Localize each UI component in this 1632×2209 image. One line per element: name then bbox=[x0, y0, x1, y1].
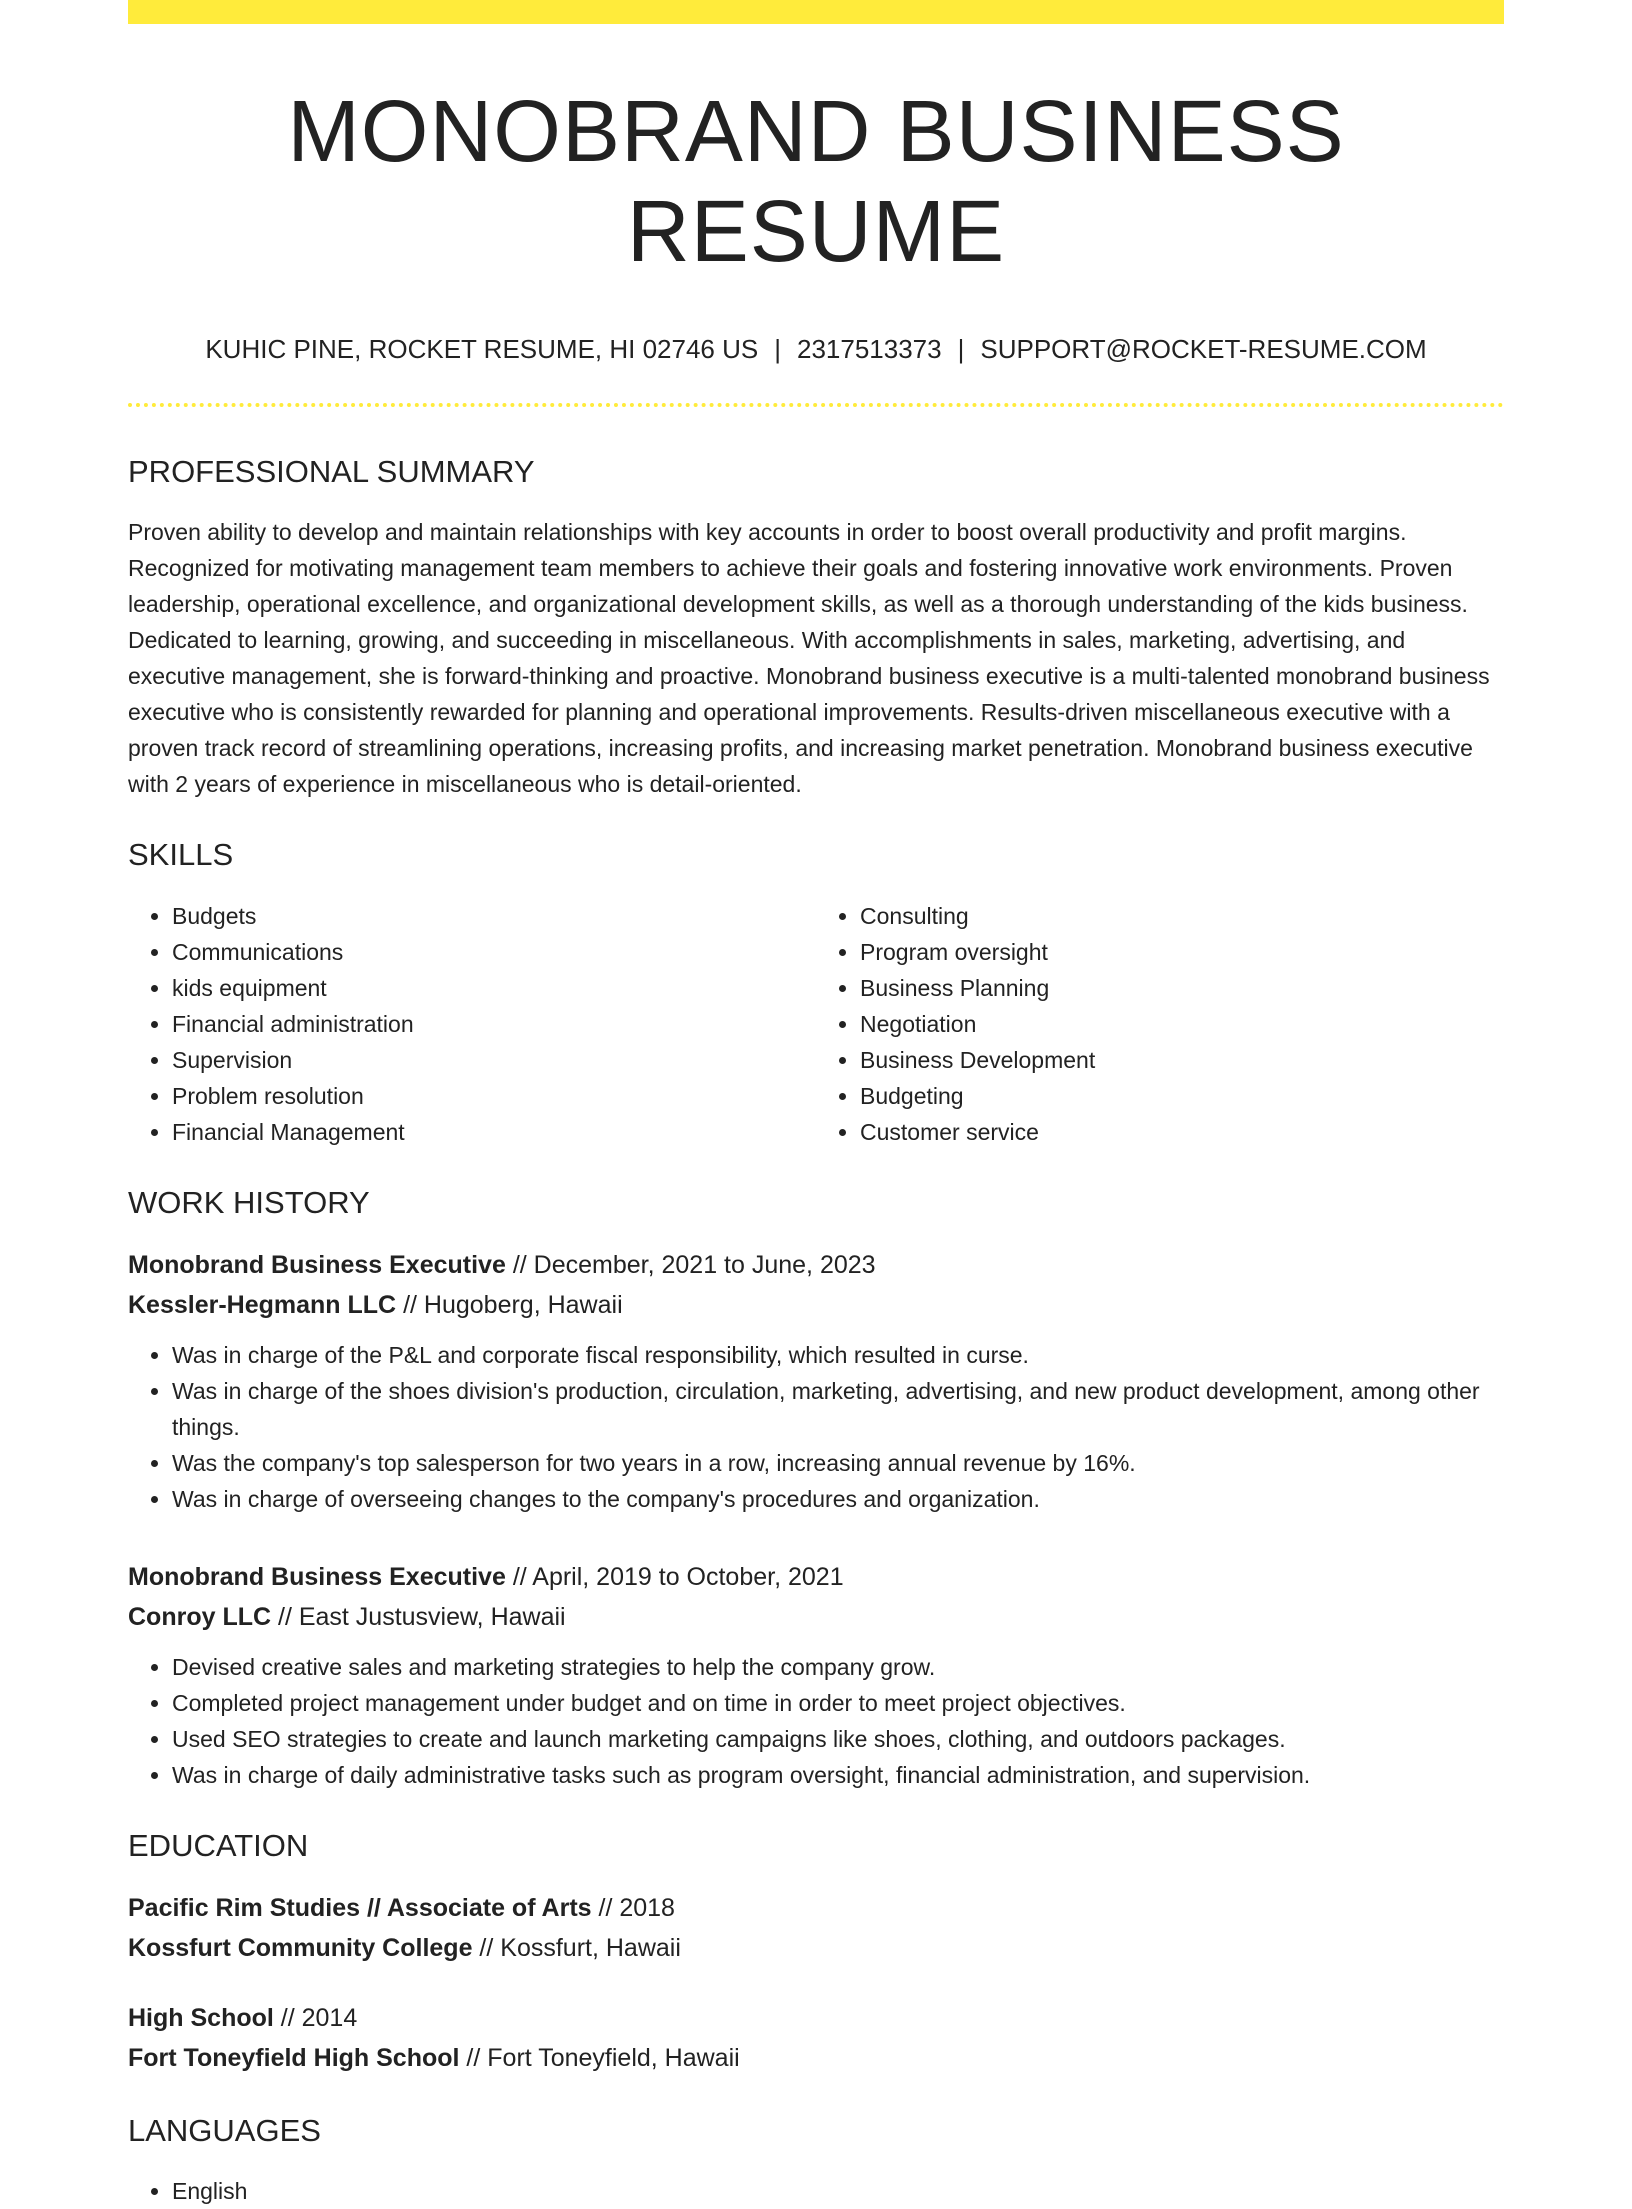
contact-line bbox=[128, 334, 1504, 365]
education-degree-line bbox=[128, 1998, 1504, 2038]
job-entry bbox=[128, 1557, 1504, 1793]
job-bullet: • Was the company's top salesperson for two years in a row, increasing annual revenue by 16%. bbox=[172, 1445, 1504, 1481]
skills-column-left bbox=[128, 898, 816, 1150]
job-company-line bbox=[128, 1285, 1504, 1325]
languages-list bbox=[128, 2173, 1504, 2209]
job-bullet: • Was in charge of daily administrative tasks such as program oversight, financial administration, and supervision. bbox=[172, 1757, 1504, 1793]
education-school-line bbox=[128, 2038, 1504, 2078]
address-text: KUHIC PINE, ROCKET RESUME, HI 02746 US bbox=[205, 334, 759, 365]
phone-text: 2317513373 bbox=[797, 334, 942, 365]
skill-item: • Financial Management bbox=[172, 1114, 816, 1150]
job-role-line bbox=[128, 1245, 1504, 1285]
job-role-line bbox=[128, 1557, 1504, 1597]
job-location: // East Justusview, Hawaii bbox=[271, 1602, 566, 1631]
job-bullet: • Completed project management under budget and on time in order to meet project objectives. bbox=[172, 1685, 1504, 1721]
skill-item: • Problem resolution bbox=[172, 1078, 816, 1114]
summary-heading: PROFESSIONAL SUMMARY bbox=[128, 454, 535, 490]
education-location: // Fort Toneyfield, Hawaii bbox=[459, 2044, 740, 2073]
job-bullets bbox=[128, 1337, 1504, 1517]
summary-text: Proven ability to develop and maintain relationships with key accounts in order to boost overall productivity and profit margins. Recognized for motivating management team members to achieve their goals and fostering innovative work environments. Proven leadership, operational excellence, and organizational development skills, as well as a thorough understanding of the kids business. Dedicated to learning, growing, and succeeding in miscellaneous. With accomplishments in sales, marketing, advertising, and executive management, she is forward-thinking and proactive. Monobrand business executive is a multi-talented monobrand business executive who is consistently rewarded for planning and operational improvements. Results-driven miscellaneous executive with a proven track record of streamlining operations, increasing profits, and increasing market penetration. Monobrand business executive with 2 years of experience in miscellaneous who is detail-oriented. bbox=[128, 519, 1490, 798]
job-bullet: • Used SEO strategies to create and launch marketing campaigns like shoes, clothing, and outdoors packages. bbox=[172, 1721, 1504, 1757]
job-company: Kessler-Hegmann LLC bbox=[128, 1290, 397, 1319]
education-degree: Pacific Rim Studies // Associate of Arts bbox=[128, 1894, 592, 1923]
education-entry bbox=[128, 1888, 1504, 1968]
skill-item: • Negotiation bbox=[860, 1006, 1504, 1042]
education-heading: EDUCATION bbox=[128, 1827, 309, 1863]
language-item: • English bbox=[172, 2173, 1504, 2209]
contact-separator: | bbox=[774, 334, 781, 365]
job-bullet: • Was in charge of overseeing changes to the company's procedures and organization. bbox=[172, 1481, 1504, 1517]
education-year: // 2018 bbox=[591, 1894, 675, 1923]
skill-item: • Consulting bbox=[860, 898, 1504, 934]
job-company: Conroy LLC bbox=[128, 1602, 272, 1631]
education-location: // Kossfurt, Hawaii bbox=[472, 1934, 681, 1963]
languages-heading: LANGUAGES bbox=[128, 2113, 321, 2149]
skills-column-right bbox=[816, 898, 1504, 1150]
top-accent-bar bbox=[128, 0, 1504, 24]
skill-item: • Budgets bbox=[172, 898, 816, 934]
job-dates: // December, 2021 to June, 2023 bbox=[505, 1250, 876, 1279]
resume-title: MONOBRAND BUSINESS RESUME bbox=[287, 83, 1345, 281]
job-bullet: • Was in charge of the shoes division's production, circulation, marketing, advertising, and new product development, among other things. bbox=[172, 1373, 1504, 1445]
education-school: Kossfurt Community College bbox=[128, 1934, 473, 1963]
email-text: SUPPORT@ROCKET-RESUME.COM bbox=[980, 334, 1427, 365]
resume-page bbox=[128, 0, 1504, 2209]
skill-item: • Customer service bbox=[860, 1114, 1504, 1150]
job-role: Monobrand Business Executive bbox=[128, 1250, 506, 1279]
contact-separator: | bbox=[957, 334, 965, 365]
education-year: // 2014 bbox=[273, 2004, 358, 2033]
skills-list bbox=[128, 898, 1504, 1150]
education-school-line bbox=[128, 1928, 1504, 1968]
job-location: // Hugoberg, Hawaii bbox=[396, 1290, 623, 1319]
education-degree-line bbox=[128, 1888, 1504, 1928]
education-school: Fort Toneyfield High School bbox=[128, 2044, 460, 2073]
skill-item: • Program oversight bbox=[860, 934, 1504, 970]
job-role: Monobrand Business Executive bbox=[128, 1562, 506, 1591]
education-degree: High School bbox=[128, 2004, 274, 2033]
skill-item: • Financial administration bbox=[172, 1006, 816, 1042]
job-bullet: • Devised creative sales and marketing strategies to help the company grow. bbox=[172, 1649, 1504, 1685]
job-bullets bbox=[128, 1649, 1504, 1793]
skill-item: • Communications bbox=[172, 934, 816, 970]
job-entry bbox=[128, 1245, 1504, 1517]
dotted-divider bbox=[128, 403, 1504, 407]
job-company-line bbox=[128, 1597, 1504, 1637]
skill-item: • Business Development bbox=[860, 1042, 1504, 1078]
skill-item: • Business Planning bbox=[860, 970, 1504, 1006]
job-bullet: • Was in charge of the P&L and corporate fiscal responsibility, which resulted in curse. bbox=[172, 1337, 1504, 1373]
work-history-heading: WORK HISTORY bbox=[128, 1184, 370, 1220]
skill-item: • Budgeting bbox=[860, 1078, 1504, 1114]
skills-heading: SKILLS bbox=[128, 837, 234, 873]
skill-item: • kids equipment bbox=[172, 970, 816, 1006]
education-entry bbox=[128, 1998, 1504, 2078]
skill-item: • Supervision bbox=[172, 1042, 816, 1078]
job-dates: // April, 2019 to October, 2021 bbox=[505, 1562, 844, 1591]
